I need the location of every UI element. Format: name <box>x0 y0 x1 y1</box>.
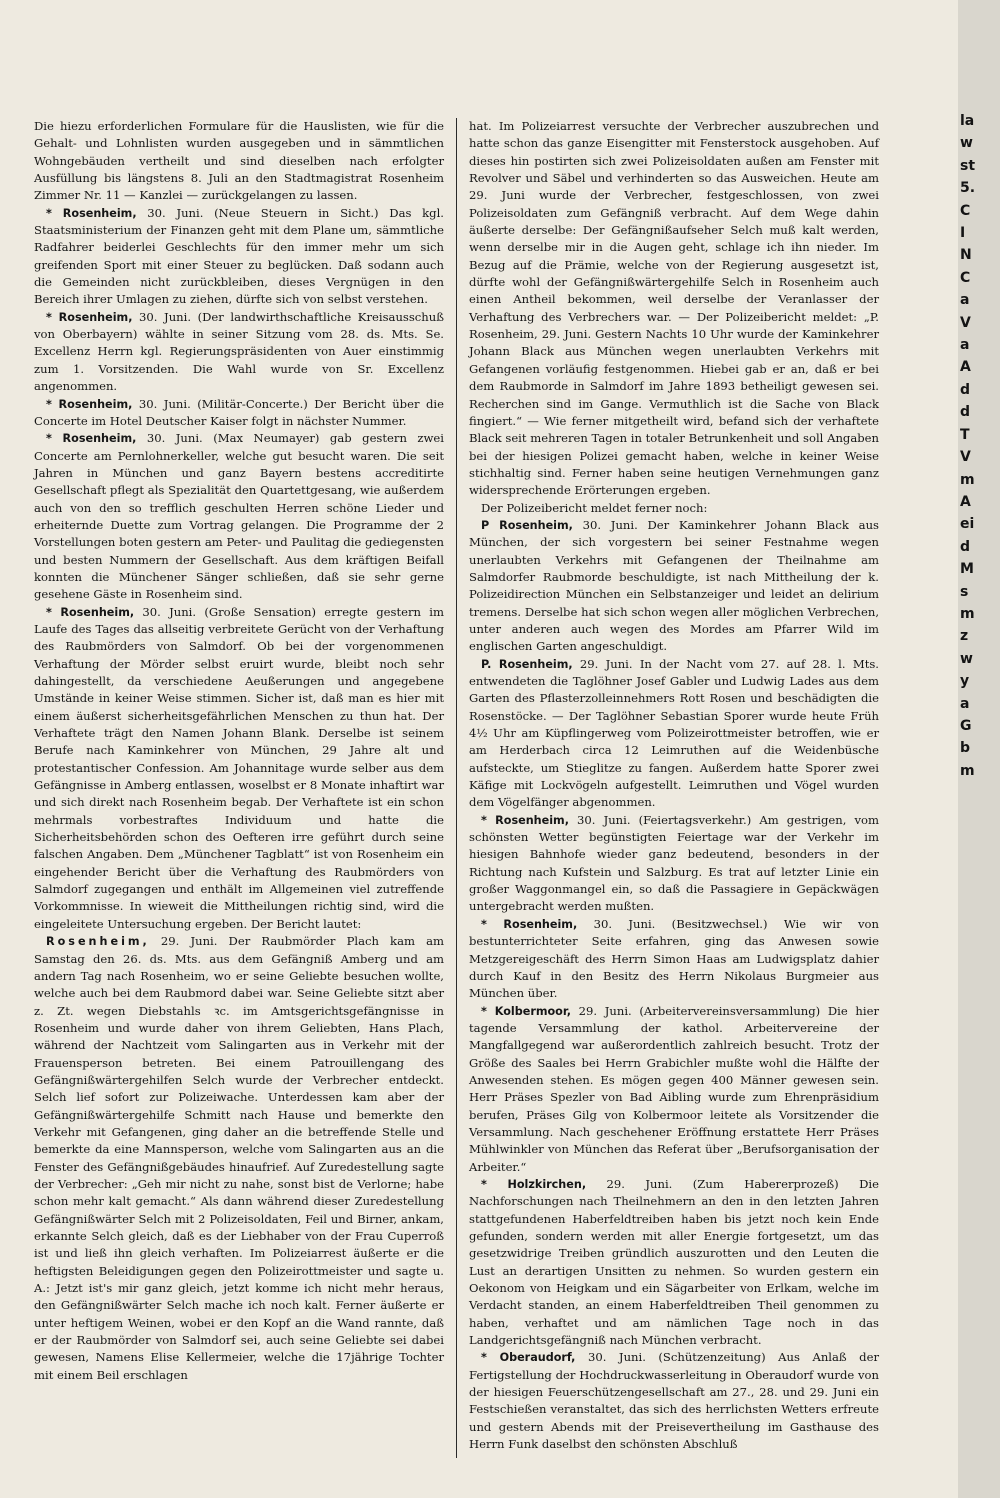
article-text: 30. Juni. (Militär-Concerte.) Der Bericht über die Concerte im Hotel Deutscher Kaiser folgt in nächster Nummer. <box>34 396 444 428</box>
dateline: * Holzkirchen, <box>481 1177 587 1191</box>
edge-fragment: C <box>960 269 971 286</box>
article-paragraph <box>469 517 879 656</box>
article-paragraph <box>34 933 444 1384</box>
adjacent-page-edge <box>958 0 1000 1498</box>
edge-fragment: N <box>960 247 972 264</box>
dateline: * Rosenheim, <box>481 917 578 931</box>
edge-fragment: A <box>960 493 971 510</box>
article-paragraph <box>34 118 444 205</box>
edge-fragment: s <box>960 583 969 600</box>
article-paragraph <box>34 396 444 431</box>
article-text: 30. Juni. (Feiertagsverkehr.) Am gestrigen, vom schönsten Wetter begünstigten Feiertage war der Verkehr im hiesigen Bahnhofe wieder ganz bedeutend, besonders in der Richtung nach Kufstein und Salzburg. Es trat auf letzter Linie ein großer Waggonmangel ein, so daß die Passagiere in Gepäckwägen untergebracht werden mußten. <box>469 812 879 914</box>
edge-fragment: d <box>960 538 971 555</box>
adjacent-page-fragments <box>960 110 975 782</box>
article-text: 29. Juni. (Zum Habererprozeß) Die Nachforschungen nach Theilnehmern an den in den letzten Jahren stattgefundenen Haberfeldtreiben haben bis jetzt noch kein Ende gefunden, sondern werden mit aller Energie fortgesetzt, um das gesetzwidrige Treiben gründlich auszurotten und den Leuten die Lust an derartigen Unsitten zu nehmen. So wurden gestern ein Oekonom von Heigkam und ein Sägarbeiter von Erlkam, welche im Verdacht standen, an einem Haberfeldtreiben Theil genommen zu haben, verhaftet und am nämlichen Tage noch in das Landgerichtsgefängniß nach München verbracht. <box>469 1176 879 1348</box>
edge-fragment: 5. <box>960 180 976 197</box>
dateline: * Rosenheim, <box>46 310 133 324</box>
dateline: * Rosenheim, <box>46 206 137 220</box>
edge-fragment: st <box>960 157 976 174</box>
dateline: * Rosenheim, <box>46 397 133 411</box>
left-column <box>34 118 444 1384</box>
edge-fragment: I <box>960 225 966 242</box>
edge-fragment: C <box>960 202 971 219</box>
dateline: * Rosenheim, <box>46 432 137 446</box>
article-paragraph <box>469 1003 879 1176</box>
article-paragraph <box>34 205 444 309</box>
article-paragraph <box>34 604 444 934</box>
article-paragraph <box>34 309 444 396</box>
edge-fragment: A <box>960 359 971 376</box>
edge-fragment: m <box>960 605 975 622</box>
article-text: 29. Juni. Der Raubmörder Plach kam am Samstag den 26. ds. Mts. aus dem Gefängniß Amberg und am andern Tag nach Rosenheim, wo er seine Geliebte besuchen wollte, welche auch bei dem Raubmord dabei war. Seine Geliebte sitzt aber z. Zt. wegen Diebstahls ꝛc. im Amtsgerichtsgefängnisse in Rosenheim und wurde daher von ihrem Geliebten, Hans Plach, während der Nachtzeit vom Salingarten aus in Verkehr mit der Frauensperson betreten. Bei einem Patrouillengang des Gefängnißwärtergehilfen Selch wurde der Verbrecher entdeckt. Selch lief sofort zur Polizeiwache. Unterdessen kam aber der Gefängnißwärtergehilfe Schmitt nach Hause und bemerkte den Verkehr mit Gefangenen, ging daher an die betreffende Stelle und bemerkte da eine Mannsperson, welche vom Salingarten aus an die Fenster des Gefängnißgebäudes hinaufrief. Auf Zuredestellung sagte der Verbrecher: „Geh mir nicht zu nahe, sonst bist de Verlorne; habe schon mehr kalt gemacht.“ Als dann während dieser Zuredestellung Gefängnißwärter Selch mit 2 Polizeisoldaten, Feil und Birner, ankam, erkannte Selch gleich, daß es der Liebhaber von der Frau Cuperroß ist und ließ ihn gleich verhaften. Im Polizeiarrest äußerte er die heftigsten Beleidigungen gegen den Polizeirottmeister und sagte u. A.: Jetzt ist's mir ganz gleich, jetzt komme ich nicht mehr heraus, den Gefängnißwärter Selch mache ich noch kalt. Ferner äußerte er unter heftigem Weinen, wobei er den Kopf an die Wand rannte, daß er der Raubmörder von Salmdorf sei, auch seine Geliebte sei dabei gewesen, Namens Elise Kellermeier, welche die 17jährige Tochter mit einem Beil erschlagen <box>34 934 444 1382</box>
article-paragraph <box>34 430 444 603</box>
edge-fragment: w <box>960 135 973 152</box>
edge-fragment: la <box>960 113 975 129</box>
right-column <box>469 118 879 1453</box>
article-text: 30. Juni. (Schützenzeitung) Aus Anlaß der Fertigstellung der Hochdruckwasserleitung in Oberaudorf wurde von der hiesigen Feuerschützengesellschaft am 27., 28. und 29. Juni ein Festschießen veranstaltet, das sich des herrlichsten Wetters erfreute und gestern Abends mit der Preisevertheilung im Gasthause des Herrn Funk daselbst den schönsten Abschluß <box>469 1350 879 1452</box>
article-text: 30. Juni. (Große Sensation) erregte gestern im Laufe des Tages das allseitig verbreitete Gerücht von der Verhaftung des Raubmörders von Salmdorf. Ob bei der vorgenommenen Verhaftung der Mörder selbst eruirt wurde, bleibt noch sehr dahingestellt, da verschiedene Aeußerungen und angegebene Umstände in keiner Weise stimmen. Sicher ist, daß man es hier mit einem äußerst sicherheitsgefährlichen Menschen zu thun hat. Der Verhaftete trägt den Namen Johann Blank. Derselbe ist seinem Berufe nach Kaminkehrer von München, 29 Jahre alt und protestantischer Confession. Am Johannitage wurde selber aus dem Gefängnisse in Amberg entlassen, woselbst er 8 Monate inhaftirt war und sich direkt nach Rosenheim begab. Der Verhaftete ist ein schon mehrmals vorbestraftes Individuum und hatte die Sicherheitsbehörden schon des Oefteren irre geführt durch seine falschen Angaben. Dem „Münchener Tagblatt“ ist von Rosenheim ein eingehender Bericht über die Verhaftung des Raubmörders von Salmdorf zugegangen und enthält im Allgemeinen viel zutreffende Vorkommnisse. In wieweit die Mittheilungen richtig sind, wird die eingeleitete Untersuchung ergeben. Der Bericht lautet: <box>34 604 444 931</box>
edge-fragment: y <box>960 673 970 690</box>
article-text: Der Polizeibericht meldet ferner noch: <box>481 500 708 515</box>
edge-fragment: a <box>960 292 970 309</box>
dateline: * Kolbermoor, <box>481 1004 571 1018</box>
dateline: Rosenheim, <box>46 935 150 949</box>
article-paragraph <box>469 500 879 517</box>
article-text: 30. Juni. Der Kaminkehrer Johann Black aus München, der sich vorgestern bei seiner Festnahme wegen unerlaubten Verkehrs mit Gefangenen der Theilnahme am Salmdorfer Raubmorde beschuldigte, ist nach Mittheilung der k. Polizeidirection München ein Selbstanzeiger und leidet an delirium tremens. Derselbe hat sich schon wegen aller möglichen Verbrechen, unter anderen auch wegen des Mordes am Pfarrer Wild im englischen Garten angeschuldigt. <box>469 517 879 654</box>
edge-fragment: V <box>960 449 971 466</box>
edge-fragment: M <box>960 561 974 578</box>
edge-fragment: m <box>960 762 975 779</box>
edge-fragment: T <box>960 426 970 443</box>
dateline: P. Rosenheim, <box>481 657 573 671</box>
article-text: 30. Juni. (Max Neumayer) gab gestern zwei Concerte am Pernlohnerkeller, welche gut besucht waren. Die seit Jahren in München und ganz Bayern bestens accreditirte Gesellschaft pflegt als Spezialität den Quartettgesang, wie außerdem auch von den so trefflich geschulten Herren schöne Lieder und erheiternde Duette zum Vortrag gelangen. Die Programme der 2 Vorstellungen boten gestern am Peter- und Paulitag die gediegensten und besten Nummern der Gesellschaft. Aus dem kräftigen Beifall konnten die Münchener Sänger schließen, daß sie sehr gerne gesehene Gäste in Rosenheim sind. <box>34 431 444 602</box>
edge-fragment: b <box>960 740 971 757</box>
article-text: Die hiezu erforderlichen Formulare für die Hauslisten, wie für die Gehalt- und Lohnlisten wurden ausgegeben und in sämmtlichen Wohngebäuden vertheilt und sind dieselben nach erfolgter Ausfüllung bis längstens 8. Juli an den Stadtmagistrat Rosenheim Zimmer Nr. 11 — Kanzlei — zurückgelangen zu lassen. <box>34 119 444 203</box>
article-text: 30. Juni. (Neue Steuern in Sicht.) Das kgl. Staatsministerium der Finanzen geht mit dem Plane um, sämmtliche Radfahrer beiderlei Geschlechts für den immer mehr um sich greifenden Sport mit einer Steuer zu beglücken. Daß sodann auch die Gemeinden nicht zurückbleiben, dieses Vergnügen in den Bereich ihrer Umlagen zu ziehen, dürfte sich von selbst verstehen. <box>34 205 444 307</box>
edge-fragment: ei <box>960 516 975 533</box>
edge-fragment: d <box>960 404 971 421</box>
article-text: 29. Juni. In der Nacht vom 27. auf 28. l. Mts. entwendeten die Taglöhner Josef Gabler und Ludwig Lades aus dem Garten des Pflasterzolleinnehmers Rott Rosen und beschädigten die Rosenstöcke. — Der Taglöhner Sebastian Sporer wurde heute Früh 4½ Uhr am Küpflingerweg vom Polizeirottmeister betroffen, wie er am Herderbach circa 12 Leimruthen auf die Weidenbüsche aufsteckte, um Stieglitze zu fangen. Außerdem hatte Sporer zwei Käfige mit Lockvögeln aufgestellt. Leimruthen und Vögel wurden dem Vögelfänger abgenommen. <box>469 656 879 810</box>
article-paragraph <box>469 812 879 916</box>
edge-fragment: V <box>960 314 971 331</box>
article-paragraph <box>469 1349 879 1453</box>
article-paragraph <box>469 118 879 500</box>
edge-fragment: a <box>960 337 970 354</box>
article-text: 30. Juni. (Der landwirthschaftliche Kreisausschuß von Oberbayern) wählte in seiner Sitzung vom 28. ds. Mts. Se. Excellenz Herrn kgl. Regierungspräsidenten von Auer einstimmig zum 1. Vorsitzenden. Die Wahl wurde von Sr. Excellenz angenommen. <box>34 309 444 394</box>
article-paragraph <box>469 656 879 812</box>
article-text: hat. Im Polizeiarrest versuchte der Verbrecher auszubrechen und hatte schon das ganze Eisengitter mit Fensterstock ausgehoben. Auf dieses hin postirten sich zwei Polizeisoldaten außen am Fenster mit Revolver und Säbel und verhinderten so das Ausweichen. Heute am 29. Juni wurde der Verbrecher, festgeschlossen, von zwei Polizeisoldaten zum Gefängniß verbracht. Auf dem Wege dahin äußerte derselbe: Der Gefängnißaufseher Selch muß kalt werden, wenn derselbe mir in die Augen geht, schlage ich ihn nieder. Im Bezug auf die Prämie, welche von der Regierung ausgesetzt ist, dürfte wohl der Gefängnißwärtergehilfe Selch in Rosenheim auch einen Antheil bekommen, weil derselbe der Veranlasser der Verhaftung des Verbrechers war. — Der Polizeibericht meldet: „P. Rosenheim, 29. Juni. Gestern Nachts 10 Uhr wurde der Kaminkehrer Johann Black aus München wegen unerlaubten Verkehrs mit Gefangenen vorläufig festgenommen. Hiebei gab er an, daß er bei dem Raubmorde in Salmdorf im Jahre 1893 betheiligt gewesen sei. Recherchen sind im Gange. Vermuthlich ist die Sache von Black fingiert.“ — Wie ferner mitgetheilt wird, befand sich der verhaftete Black seit mehreren Tagen in totaler Betrunkenheit und soll Angaben bei der hiesigen Polizei gemacht haben, welche in keiner Weise stichhaltig sind. Ferner haben seine heutigen Vernehmungen ganz widersprechende Erörterungen ergeben. <box>469 119 879 498</box>
article-paragraph <box>469 916 879 1003</box>
article-paragraph <box>469 1176 879 1349</box>
dateline: P Rosenheim, <box>481 518 573 532</box>
article-text: 29. Juni. (Arbeitervereinsversammlung) Die hier tagende Versammlung der kathol. Arbeitervereine der Mangfallgegend war außerordentlich zahlreich besucht. Trotz der Größe des Saales bei Herrn Grabichler mußte wohl die Hälfte der Anwesenden stehen. Es mögen gegen 400 Männer gewesen sein. Herr Präses Spezler von Bad Aibling wurde zum Ehrenpräsidium berufen, Präses Gilg von Kolbermoor leitete als Vorsitzender die Versammlung. Nach geschehener Eröffnung erstattete Herr Präses Mühlwinkler von München das Referat über „Berufsorganisation der Arbeiter.“ <box>469 1003 879 1174</box>
article-text: 30. Juni. (Besitzwechsel.) Wie wir von bestunterrichteter Seite erfahren, ging das Anwesen sowie Metzgereigeschäft des Herrn Simon Haas am Ludwigsplatz dahier durch Kauf in den Besitz des Herrn Nikolaus Burgmeier aus München über. <box>469 916 879 1001</box>
edge-fragment: G <box>960 717 972 734</box>
dateline: * Oberaudorf, <box>481 1351 576 1365</box>
edge-fragment: d <box>960 381 971 398</box>
edge-fragment: a <box>960 695 970 712</box>
column-divider <box>456 118 457 1458</box>
edge-fragment: w <box>960 650 973 667</box>
edge-fragment: m <box>960 471 975 488</box>
edge-fragment: z <box>960 628 969 645</box>
dateline: * Rosenheim, <box>46 605 135 619</box>
dateline: * Rosenheim, <box>481 813 569 827</box>
